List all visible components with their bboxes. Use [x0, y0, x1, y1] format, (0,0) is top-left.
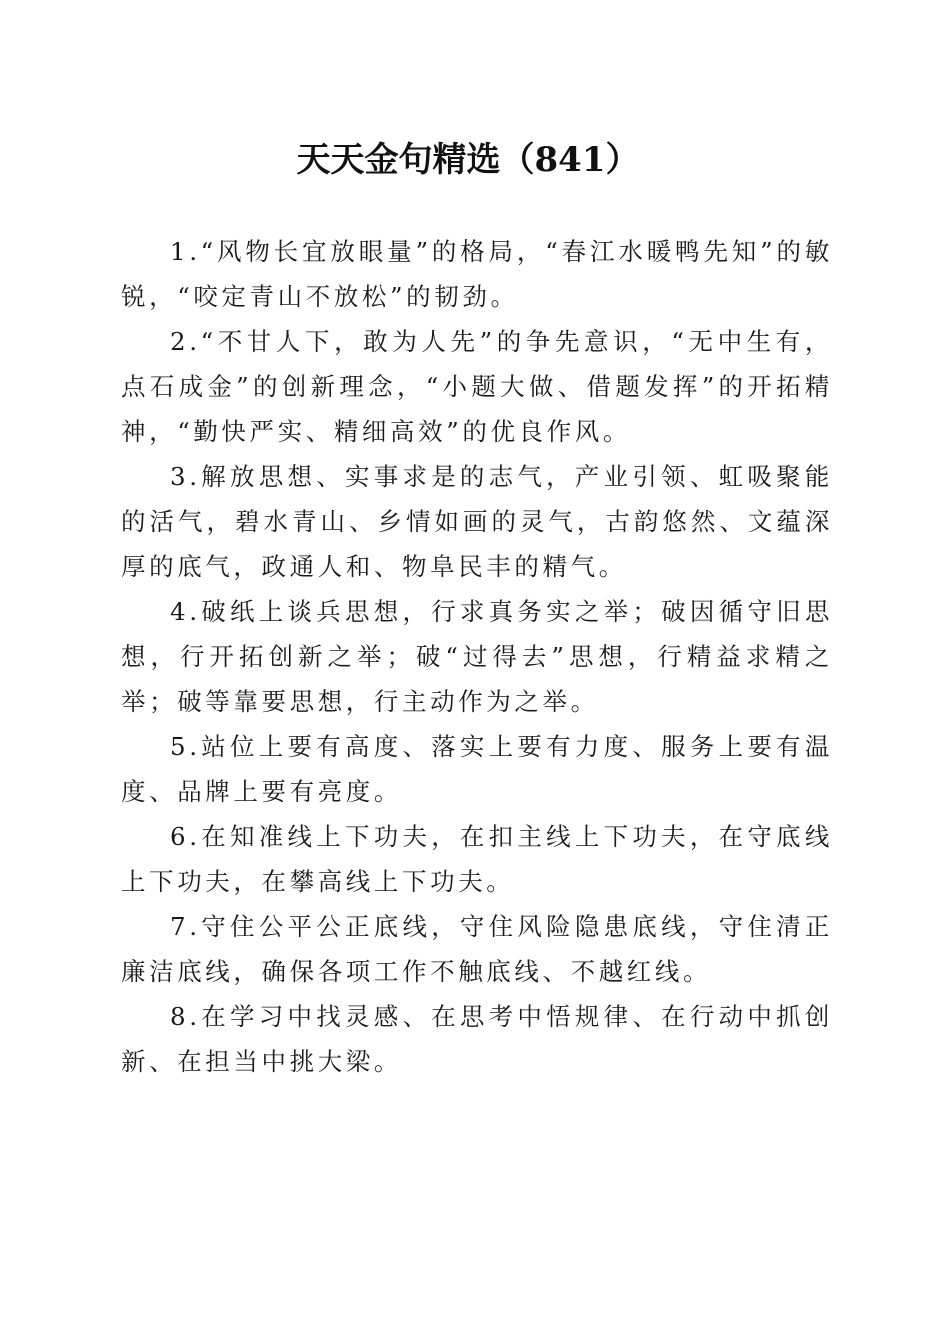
paragraph-8: 8.在学习中找灵感、在思考中悟规律、在行动中抓创新、在担当中挑大梁。 — [121, 1002, 833, 1076]
document-body — [121, 229, 833, 1084]
paragraph-6: 6.在知准线上下功夫，在扣主线上下功夫，在守底线上下功夫，在攀高线上下功夫。 — [121, 822, 833, 896]
paragraph-1: 1.“风物长宜放眼量”的格局，“春江水暖鸭先知”的敏锐，“咬定青山不放松”的韧劲。 — [121, 237, 833, 311]
document-title: 天天金句精选（841） — [296, 140, 640, 180]
paragraph-4: 4.破纸上谈兵思想，行求真务实之举；破因循守旧思想，行开拓创新之举；破“过得去”思想，行精益求精之举；破等靠要思想，行主动作为之举。 — [121, 597, 833, 716]
paragraph-7: 7.守住公平公正底线，守住风险隐患底线，守住清正廉洁底线，确保各项工作不触底线、不越红线。 — [121, 912, 833, 986]
paragraph-2: 2.“不甘人下，敢为人先”的争先意识，“无中生有，点石成金”的创新理念，“小题大做、借题发挥”的开拓精神，“勤快严实、精细高效”的优良作风。 — [121, 327, 833, 446]
paragraph-3: 3.解放思想、实事求是的志气，产业引领、虹吸聚能的活气，碧水青山、乡情如画的灵气，古韵悠然、文蕴深厚的底气，政通人和、物阜民丰的精气。 — [121, 462, 833, 581]
paragraph-5: 5.站位上要有高度、落实上要有力度、服务上要有温度、品牌上要有亮度。 — [121, 732, 833, 806]
